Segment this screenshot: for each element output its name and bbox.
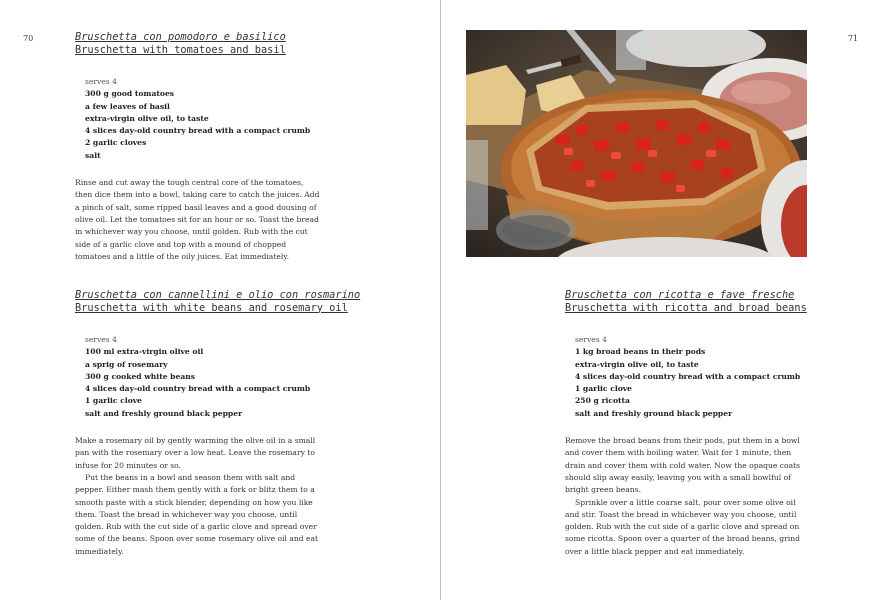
serves-line: serves 4 xyxy=(85,335,117,344)
ingredient-item: 4 slices day-old country bread with a compact crumb xyxy=(575,371,801,381)
recipe-title xyxy=(75,31,325,56)
bruschetta-photo xyxy=(466,30,807,257)
ingredient-item: a sprig of rosemary xyxy=(85,359,168,369)
recipe-white-beans-rosemary xyxy=(75,289,361,558)
ingredient-item: 300 g cooked white beans xyxy=(85,371,196,381)
ingredient-item: 1 garlic clove xyxy=(575,384,633,394)
ingredient-item: extra-virgin olive oil, to taste xyxy=(85,113,209,123)
method-paragraph: Remove the broad beans from their pods, put them in a bowl and cover them with boiling water. Wait for 1 minute, then drain and cover them with cold water. Now the opaque coats should slip away easily, leaving you with a small bowlful of bright green beans. xyxy=(565,436,801,495)
ingredient-item: 250 g ricotta xyxy=(575,396,630,406)
ingredient-item: 300 g good tomatoes xyxy=(85,89,175,99)
method-text xyxy=(75,435,321,558)
method-paragraph: Rinse and cut away the tough central core of the tomatoes, then dice them into a bowl, taking care to catch the juices. Add a pinch of salt, some ripped basil leaves and a good dousing of olive oil. Let the tomatoes sit for an hour or so. Toast the bread in whichever way you choose, until golden. Rub with the cut side of a garlic clove and top with a mound of chopped tomatoes and a little of the oily juices. Eat immediately. xyxy=(75,178,320,261)
recipe-title-english: Bruschetta with tomatoes and basil xyxy=(75,43,286,56)
ingredient-item: 2 garlic cloves xyxy=(85,138,147,148)
recipe-title xyxy=(565,289,815,314)
right-page xyxy=(441,0,882,600)
method-text xyxy=(75,177,321,263)
ingredient-list xyxy=(85,334,325,420)
recipe-title-italian: Bruschetta con cannellini e olio con rosmarino xyxy=(75,289,361,301)
ingredient-list xyxy=(85,76,325,162)
recipe-ricotta-broad-beans xyxy=(565,289,815,558)
ingredient-item: extra-virgin olive oil, to taste xyxy=(575,359,699,369)
ingredient-item: 4 slices day-old country bread with a compact crumb xyxy=(85,384,311,394)
ingredient-list xyxy=(575,334,815,420)
page-number-left: 70 xyxy=(23,34,34,43)
ingredient-item: a few leaves of basil xyxy=(85,101,170,111)
recipe-title xyxy=(75,289,361,314)
ingredient-item: salt and freshly ground black pepper xyxy=(575,408,733,418)
ingredient-item: salt and freshly ground black pepper xyxy=(85,408,243,418)
method-text xyxy=(565,435,811,558)
serves-line: serves 4 xyxy=(575,335,607,344)
method-paragraph: Make a rosemary oil by gently warming the olive oil in a small pan with the rosemary over a low heat. Leave the rosemary to infuse for 20 minutes or so. xyxy=(75,436,316,470)
page-number-right: 71 xyxy=(847,34,858,43)
ingredient-item: 100 ml extra-virgin olive oil xyxy=(85,347,204,357)
ingredient-item: 1 kg broad beans in their pods xyxy=(575,347,706,357)
recipe-title-english: Bruschetta with ricotta and broad beans xyxy=(565,301,807,314)
recipe-tomato-basil xyxy=(75,31,325,263)
ingredient-item: salt xyxy=(85,150,101,160)
ingredient-item: 1 garlic clove xyxy=(85,396,143,406)
recipe-title-italian: Bruschetta con pomodoro e basilico xyxy=(75,31,286,43)
ingredient-item: 4 slices day-old country bread with a compact crumb xyxy=(85,126,311,136)
method-paragraph: Put the beans in a bowl and season them with salt and pepper. Either mash them gently with a fork or blitz them to a smooth paste with a stick blender, depending on how you like them. Toast the bread in whichever way you choose, until golden. Rub with the cut side of a garlic clove and spread over some of the beans. Spoon over some rosemary olive oil and eat immediately. xyxy=(75,472,319,556)
recipe-title-english: Bruschetta with white beans and rosemary oil xyxy=(75,301,348,314)
method-paragraph: Sprinkle over a little coarse salt, pour over some olive oil and stir. Toast the bread in whichever way you choose, until golden. Rub with the cut side of a garlic clove and spread on some ricotta. Spoon over a quarter of the broad beans, grind over a little black pepper and eat immediately. xyxy=(565,497,800,556)
serves-line: serves 4 xyxy=(85,77,117,86)
recipe-title-italian: Bruschetta con ricotta e fave fresche xyxy=(565,289,795,301)
bruschetta-photo-illustration xyxy=(466,30,807,257)
